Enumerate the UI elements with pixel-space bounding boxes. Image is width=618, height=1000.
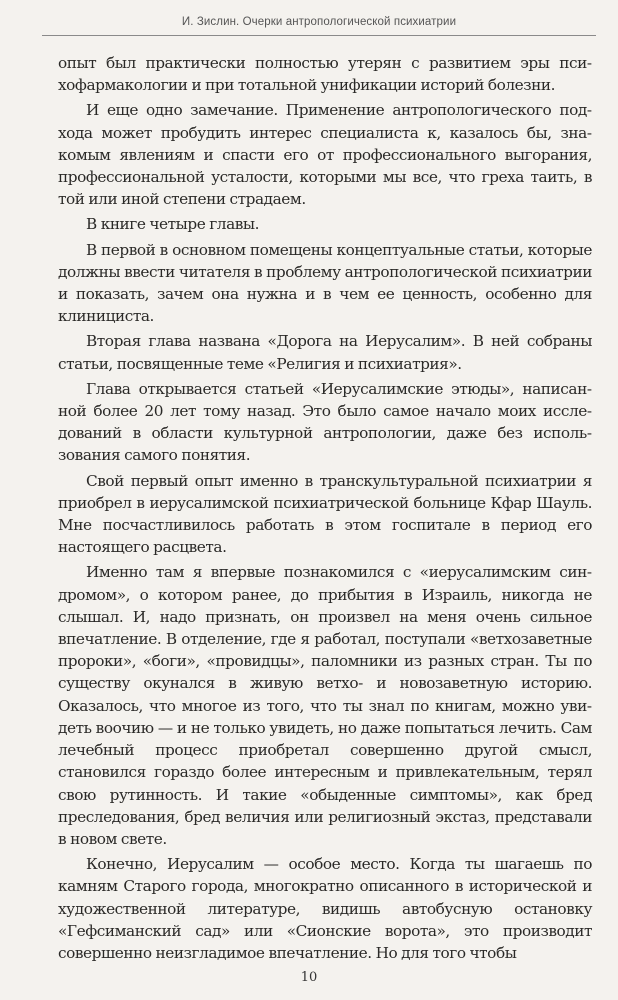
paragraph: Глава открывается статьей «Иерусалимские этюды», написанной более 20 лет тому назад. Это было самое начало моих исследований в области культурной антропологии, даже без использования самого понятия.: [58, 379, 592, 465]
paragraph: Именно там я впервые познакомился с «иерусалимским синдромом», о котором ранее, до прибытия в Израиль, никогда не слышал. И, надо признать, он произвел на меня очень сильное впечатление. В отделение, где я работал, поступали «ветхозаветные пророки», «боги», «провидцы», паломники из разных стран. Ты по существу окунался в живую ветхо- и новозаветную историю. Оказалось, что многое из того, что ты знал по книгам, можно увидеть воочию — и не только увидеть, но даже попытаться лечить. Сам лечебный процесс приобретал совершенно другой смысл, становился гораздо более интересным и привлекательным, терял свою рутинность. И такие «обыденные симптомы», как бред преследования, бред величия или религиозный экстаз, представали в новом свете.: [58, 563, 592, 848]
paragraph: В книге четыре главы.: [86, 215, 260, 234]
paragraph: Вторая глава названа «Дорога на Иерусалим». В ней собраны статьи, посвященные теме «Религия и психиатрия».: [58, 332, 592, 373]
page-number: 10: [300, 970, 318, 985]
paragraph: И еще одно замечание. Применение антропологического подхода может пробудить интерес специалиста к, казалось бы, знакомым явлениям и спасти его от профессионального выгорания, профессиональной усталости, которыми мы все, что греха таить, в той или иной степени страдаем.: [58, 101, 592, 209]
paragraph: Свой первый опыт именно в транскультуральной психиатрии я приобрел в иерусалимской психиатрической больнице Кфар Шауль. Мне посчастливилось работать в этом госпитале в период его настоящего расцвета.: [58, 471, 592, 557]
paragraph: опыт был практически полностью утерян с развитием эры психофармакологии и при тотальной унификации историй болезни.: [58, 54, 592, 95]
paragraph: Конечно, Иерусалим — особое место. Когда ты шагаешь по камням Старого города, многократно описанного в исторической и художественной литературе, видишь автобусную остановку «Гефсиманский сад» или «Сионские ворота», это производит совершенно неизгладимое впечатление. Но для того чтобы: [58, 855, 592, 962]
running-header: И. Зислин. Очерки антропологической психиатрии: [181, 16, 457, 28]
paragraph: В первой в основном помещены концептуальные статьи, которые должны ввести читателя в проблему антропологической психиатрии и показать, зачем она нужна и в чем ее ценность, особенно для клинициста.: [58, 240, 592, 326]
header-rule: [42, 35, 596, 36]
body-text: [58, 52, 592, 967]
